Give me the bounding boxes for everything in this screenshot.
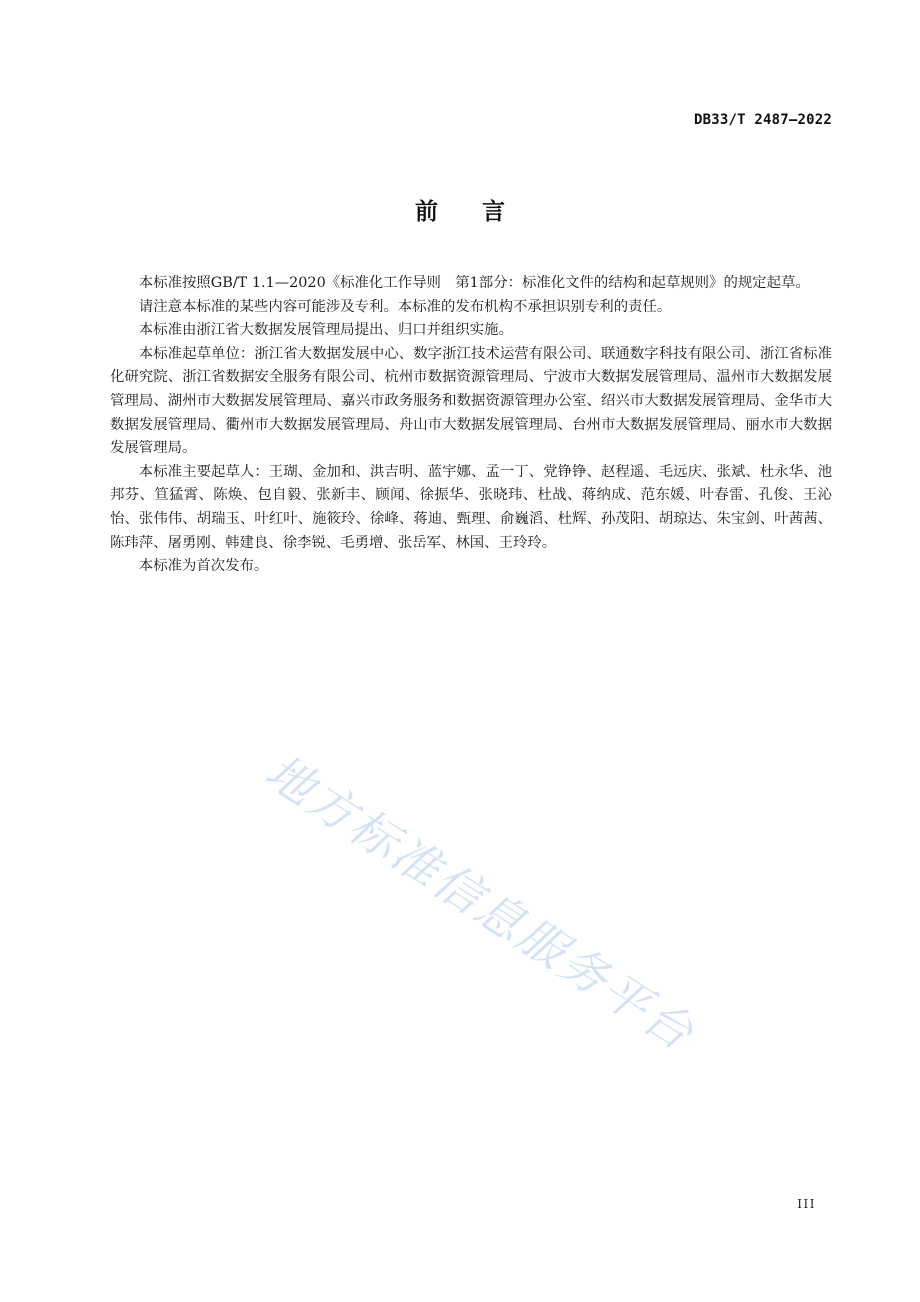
foreword-body [110, 272, 832, 579]
paragraph-proposer: 本标准由浙江省大数据发展管理局提出、归口并组织实施。 [138, 322, 513, 339]
document-code: DB33/T 2487—2022 [693, 112, 832, 128]
paragraph-drafting-units: 本标准起草单位：浙江省大数据发展中心、数字浙江技术运营有限公司、联通数字科技有限公司、浙江省标准化研究院、浙江省数据安全服务有限公司、杭州市数据资源管理局、宁波市大数据发展管理局、温州市大数据发展管理局、湖州市大数据发展管理局、嘉兴市政务服务和数据资源管理办公室、绍兴市大数据发展管理局、金华市大数据发展管理局、衢州市大数据发展管理局、舟山市大数据发展管理局、台州市大数据发展管理局、丽水市大数据发展管理局。 [110, 345, 832, 457]
paragraph-first-release: 本标准为首次发布。 [138, 558, 269, 575]
paragraph-patent-notice: 请注意本标准的某些内容可能涉及专利。本标准的发布机构不承担识别专利的责任。 [138, 298, 672, 315]
watermark-text: 地方标准信息服务平台 [255, 744, 705, 1063]
page-number: III [797, 1197, 816, 1211]
paragraph-drafting-rules: 本标准按照GB/T 1.1—2020《标准化工作导则 第1部分：标准化文件的结构和起草规则》的规定起草。 [138, 275, 810, 291]
section-title: 前言 [415, 199, 549, 225]
paragraph-drafters: 本标准主要起草人：王瑚、金加和、洪吉明、蓝宇娜、孟一丁、党铮铮、赵程遥、毛远庆、张斌、杜永华、池邦芬、笪猛霄、陈焕、包自毅、张新丰、顾闻、徐振华、张晓玮、杜战、蒋纳成、范东媛、叶春雷、孔俊、王沁怡、张伟伟、胡瑞玉、叶红叶、施筱玲、徐峰、蒋迪、甄理、俞巍滔、杜辉、孙茂阳、胡琼达、朱宝剑、叶茜茜、陈玮萍、屠勇刚、韩建良、徐李锐、毛勇增、张岳军、林国、王玲玲。 [110, 463, 832, 551]
